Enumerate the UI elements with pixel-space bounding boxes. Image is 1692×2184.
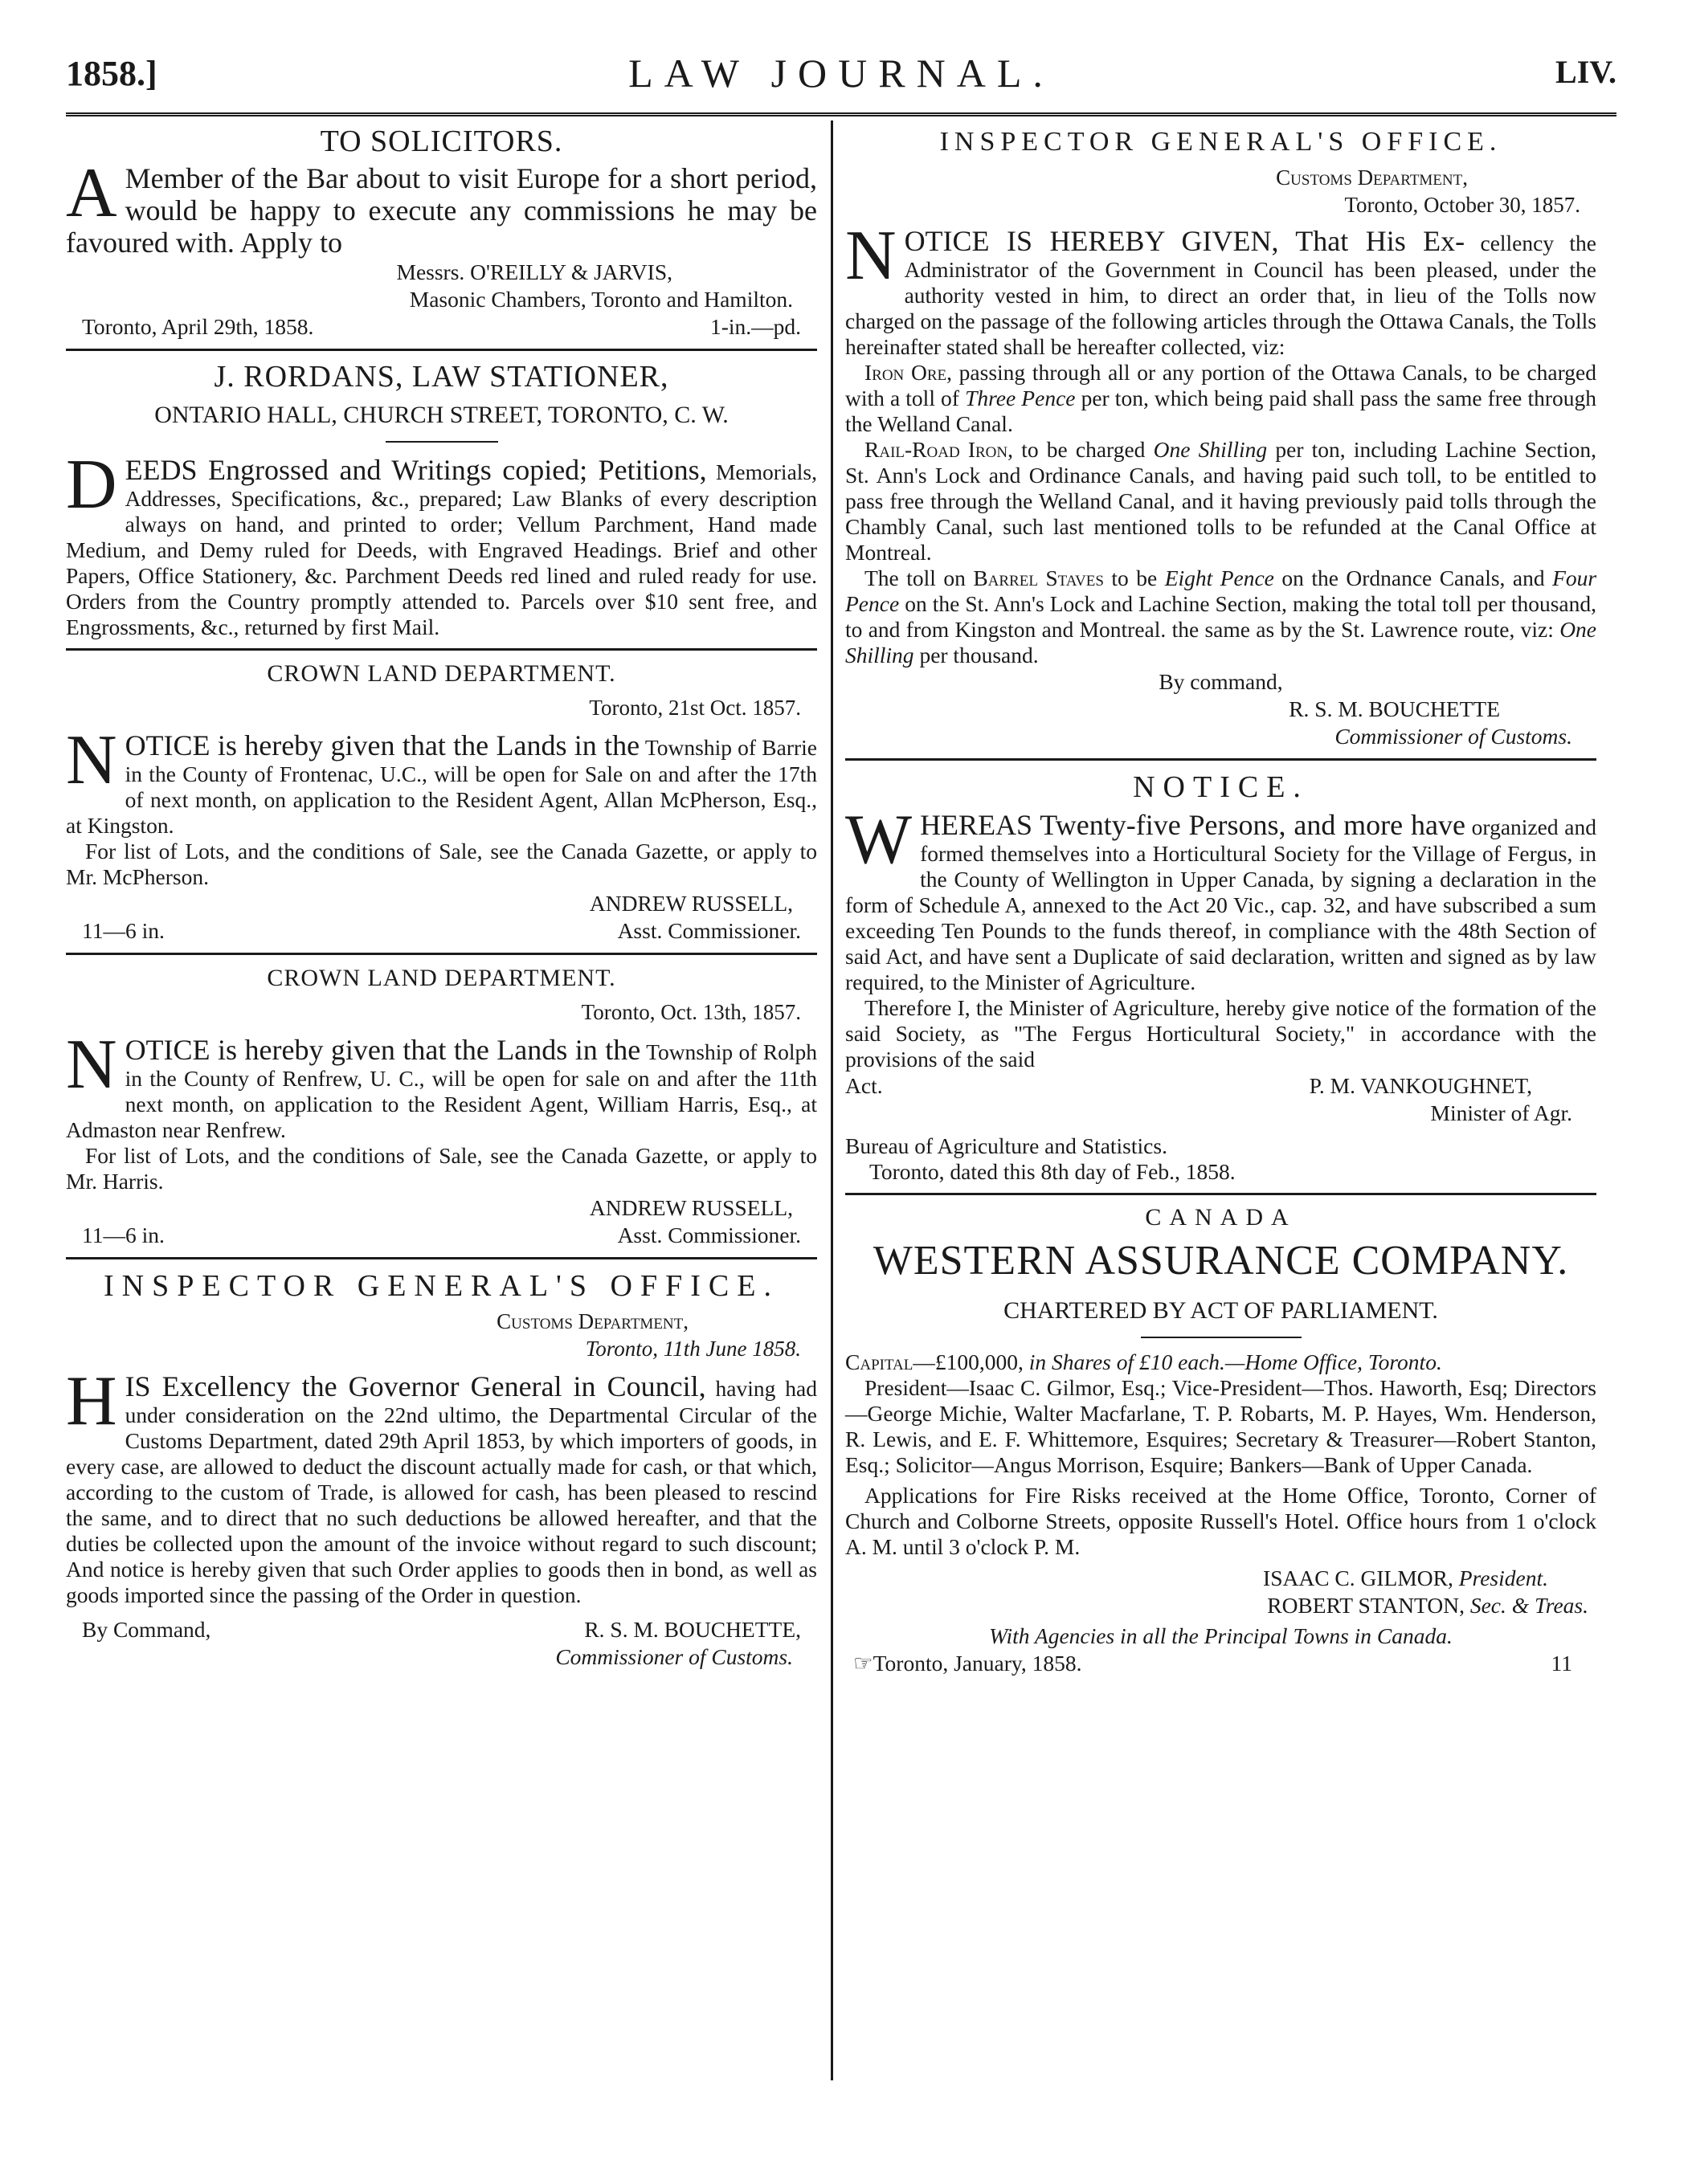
notice-date: Toronto, October 30, 1857. <box>1344 193 1580 217</box>
ad-date: Toronto, April 29th, 1858. <box>82 314 314 339</box>
insertion-ref: 11—6 in. <box>82 918 165 943</box>
ref-row <box>66 917 817 945</box>
signer-2 <box>845 1592 1596 1619</box>
toll-railroad-iron <box>845 437 1596 565</box>
ad-title: J. RORDANS, LAW STATIONER, <box>214 360 669 394</box>
by-command: By command, <box>1159 669 1283 694</box>
notice-text-2: Therefore I, the Minister of Agriculture, hereby give notice of the formation of the said Society, as "The Fergus Horticultural Society," in accordance with the provisions of the said <box>845 995 1596 1072</box>
signer-role: Sec. & Treas. <box>1469 1593 1588 1618</box>
notice-body <box>66 1026 817 1194</box>
signer-role: Commissioner of Customs. <box>1334 724 1572 749</box>
ad-body <box>66 446 817 640</box>
ad-text: Member of the Bar about to visit Europe for a short period, would be happy to execute any commissions he may be favoured with. Apply to <box>66 162 817 259</box>
horticultural-notice <box>845 767 1596 1185</box>
notice-text: Township of Rolph in the County of Renfrew, U. C., will be open for sale on and after the 11th next month, on application to the Resident Agent, William Harris, Esq., at Admaston near Renfrew. <box>66 1039 817 1142</box>
act-row <box>845 1072 1596 1100</box>
inspector-general-notice-left <box>66 1266 817 1671</box>
notice-body <box>66 1362 817 1608</box>
item-text: to be charged <box>1021 437 1146 462</box>
by-command: By Command, <box>82 1617 211 1642</box>
toll-amount: Four Pence <box>845 565 1597 616</box>
toll-barrel-staves <box>845 565 1596 668</box>
crown-land-notice-2 <box>66 961 817 1249</box>
western-assurance-ad <box>845 1202 1596 1677</box>
notice-date: Toronto, 21st Oct. 1857. <box>589 696 801 720</box>
signer: ANDREW RUSSELL, <box>589 1195 793 1220</box>
notice-dept: Customs Department, <box>497 1309 689 1333</box>
drop-cap: D <box>66 446 117 524</box>
notice-date: Toronto, 11th June 1858. <box>585 1337 801 1361</box>
ad-title: WESTERN ASSURANCE COMPANY. <box>873 1238 1569 1284</box>
ad-rordans <box>66 357 817 640</box>
notice-text-2: For list of Lots, and the conditions of Sale, see the Canada Gazette, or apply to Mr. McPherson. <box>66 839 817 889</box>
signer-role: Minister of Agr. <box>1430 1100 1572 1125</box>
item-text-end: per ton, including Lachine Section, St. Ann's Lock and Ordinance Canals, and having paid such toll, to be entitled to pass free through the Welland Canal, and it having previously paid tolls through the Chambly Canal, such last mentioned tolls to be refunded at the Canal Office at Montreal. <box>845 437 1597 565</box>
page-header <box>66 50 1616 114</box>
short-rule <box>1141 1337 1302 1338</box>
item-text: on the Ordnance Canals, and <box>1281 565 1545 590</box>
toll-iron-ore <box>845 360 1596 437</box>
item-label: Iron Ore, <box>864 360 952 385</box>
signer: R. S. M. BOUCHETTE, <box>584 1617 801 1642</box>
signer-role: Asst. Commissioner. <box>617 918 801 943</box>
toll-amount: One Shilling <box>845 617 1597 667</box>
toll-amount: Eight Pence <box>1164 565 1274 590</box>
date-row <box>66 313 817 341</box>
signer-name: ISAAC C. GILMOR, <box>1263 1566 1453 1590</box>
lead-text: OTICE is hereby given that the Lands in the <box>125 1034 641 1066</box>
drop-cap: N <box>66 721 117 799</box>
ad-chartered: CHARTERED BY ACT OF PARLIAMENT. <box>1003 1297 1438 1324</box>
section-rule <box>845 1193 1596 1195</box>
section-rule <box>66 648 817 651</box>
notice-dept: Customs Department, <box>1276 165 1468 190</box>
section-rule <box>66 1257 817 1259</box>
left-column <box>66 120 817 1671</box>
signer-role: President. <box>1458 1566 1548 1590</box>
officers-text: President—Isaac C. Gilmor, Esq.; Vice-President—Thos. Haworth, Esq; Directors—George Michie, Walter Macfarlane, T. P. Robarts, M. P. Hayes, Wm. Henderson, R. Lewis, and E. F. Whittemore, Esquires; Secretary & Treasurer—Robert Stanton, Esq.; Solicitor—Angus Morrison, Esquire; Bankers—Bank of Upper Canada. <box>845 1375 1596 1477</box>
capital-text: in Shares of £10 each.—Home Office, Toronto. <box>1028 1349 1442 1374</box>
item-text: on the St. Ann's Lock and Lachine Section, making the total toll per thousand, to and from Kingston and Montreal. the same as by the St. Lawrence route, viz: <box>845 591 1597 642</box>
signer-name: ROBERT STANTON, <box>1267 1593 1465 1618</box>
drop-cap: H <box>66 1362 117 1440</box>
ad-to-solicitors <box>66 122 817 341</box>
signer: R. S. M. BOUCHETTE <box>1289 696 1500 721</box>
insertion-ref: 1-in.—pd. <box>709 314 801 339</box>
lead-text: OTICE is hereby given that the Lands in the <box>125 729 640 761</box>
footer-row <box>845 1650 1596 1677</box>
address: Masonic Chambers, Toronto and Hamilton. <box>409 287 793 312</box>
footer-number: 11 <box>1551 1651 1572 1676</box>
section-rule <box>66 953 817 955</box>
item-text-end: per thousand. <box>919 643 1039 667</box>
lead-text: HEREAS Twenty-five Persons, and more have <box>920 809 1465 841</box>
drop-cap: W <box>845 801 913 879</box>
ad-subtitle: ONTARIO HALL, CHURCH STREET, TORONTO, C. W. <box>154 402 729 428</box>
notice-title: NOTICE. <box>1133 770 1309 804</box>
toll-amount: One Shilling <box>1153 437 1268 462</box>
crown-land-notice-1 <box>66 657 817 945</box>
item-label: Rail-Road Iron, <box>864 437 1013 462</box>
notice-date: Toronto, dated this 8th day of Feb., 1858. <box>869 1159 1236 1184</box>
journal-title: LAW JOURNAL. <box>628 51 1054 96</box>
item-text: to be <box>1111 565 1158 590</box>
ad-capital <box>845 1349 1596 1375</box>
ref-row <box>66 1222 817 1249</box>
bureau: Bureau of Agriculture and Statistics. <box>845 1133 1167 1158</box>
lead-text: OTICE IS HEREBY GIVEN, That His Ex- <box>904 225 1465 257</box>
signer-role: Asst. Commissioner. <box>617 1223 801 1247</box>
signer-1 <box>845 1565 1596 1592</box>
ad-title: TO SOLICITORS. <box>320 125 563 158</box>
section-rule <box>845 758 1596 761</box>
page-year: 1858.] <box>66 54 157 93</box>
notice-date: Toronto, Oct. 13th, 1857. <box>581 1000 801 1024</box>
section-rule <box>66 349 817 351</box>
notice-title: INSPECTOR GENERAL'S OFFICE. <box>939 127 1502 157</box>
drop-cap: N <box>66 1026 117 1104</box>
signer: ANDREW RUSSELL, <box>589 891 793 916</box>
column-divider <box>831 120 833 2080</box>
signer: P. M. VANKOUGHNET, <box>1309 1073 1532 1098</box>
item-text: passing through all or any portion of the Ottawa Canals, to be charged with a toll of <box>845 360 1596 410</box>
right-column <box>845 120 1596 1677</box>
notice-text: cellency the Administrator of the Government in Council has been pleased, under the authority vested in him, to direct an order that, in lieu of the Tolls now charged on the passage of the following articles through the Ottawa Canals, the Tolls hereinafter stated shall be hereafter collected, viz: <box>845 231 1597 359</box>
agencies: With Agencies in all the Principal Towns in Canada. <box>989 1623 1453 1648</box>
footer-date: ☞Toronto, January, 1858. <box>853 1651 1082 1676</box>
notice-text-2: For list of Lots, and the conditions of Sale, see the Canada Gazette, or apply to Mr. Harris. <box>66 1143 817 1194</box>
notice-body <box>845 801 1597 1072</box>
ad-nation: CANADA <box>1145 1204 1297 1231</box>
lead-text: EEDS Engrossed and Writings copied; Petitions, <box>125 454 707 486</box>
item-text-end: per ton, which being paid shall pass the same free through the Welland Canal. <box>845 386 1597 436</box>
page-number: LIV. <box>1555 54 1616 90</box>
applications-text: Applications for Fire Risks received at the Home Office, Toronto, Corner of Church and Colborne Streets, opposite Russell's Hotel. Office hours from 1 o'clock A. M. until 3 o'clock P. M. <box>845 1483 1596 1559</box>
ad-body <box>66 154 817 259</box>
notice-text: organized and formed themselves into a Horticultural Society for the Village of Fergus, in the County of Wellington in Upper Canada, by signing a declaration in the form of Schedule A, annexed to the Act 20 Vic., cap. 32, and have subscribed a sum exceeding Ten Pounds to the funds thereof, in compliance with the 48th Section of said Act, and have sent a Duplicate of said declaration, written and signed as by law required, to the Minister of Agriculture. <box>845 814 1597 994</box>
ad-text: Memorials, Addresses, Specifications, &c., prepared; Law Blanks of every description always on hand, and printed to order; Vellum Parchment, Hand made Medium, and Demy ruled for Deeds, with Engraved Headings. Brief and other Papers, Office Stationery, &c. Parchment Deeds red lined and ruled ready for use. Orders from the Country promptly attended to. Parcels over $10 sent free, and Engrossments, &c., returned by first Mail. <box>66 459 817 639</box>
ad-applications <box>845 1483 1596 1560</box>
drop-cap: A <box>66 154 117 232</box>
short-rule <box>386 441 498 443</box>
item-label: Barrel Staves <box>973 565 1104 590</box>
ad-officers <box>845 1375 1596 1478</box>
toll-amount: Three Pence <box>965 386 1076 410</box>
notice-body <box>845 217 1597 668</box>
signer-role: Commissioner of Customs. <box>555 1644 793 1669</box>
addressee: Messrs. O'REILLY & JARVIS, <box>396 259 672 284</box>
insertion-ref: 11—6 in. <box>82 1223 165 1247</box>
notice-text: Township of Barrie in the County of Frontenac, U.C., will be open for Sale on and after the 17th of next month, on application to the Resident Agent, Allan McPherson, Esq., at Kingston. <box>66 735 818 838</box>
notice-title: CROWN LAND DEPARTMENT. <box>267 660 616 687</box>
capital-label: Capital—£100,000, <box>845 1349 1024 1374</box>
notice-text: having had under consideration on the 22nd ultimo, the Departmental Circular of the Customs Department, dated 29th April 1853, by which importers of goods, in every case, are allowed to deduct the discount actually made for cash, or that which, according to the custom of Trade, is allowed for cash, has been pleased to rescind the same, and to direct that no such deductions be allowed hereafter, and that the duties be collected upon the amount of the invoice without regard to such discount; And notice is hereby given that such Order applies to goods then in bond, as well as goods imported since the passing of the Order in question. <box>66 1376 817 1607</box>
item-text: The toll on <box>864 565 966 590</box>
lead-text: IS Excellency the Governor General in Council, <box>125 1370 706 1402</box>
command-row <box>66 1616 817 1643</box>
notice-body <box>66 721 818 890</box>
header-rule <box>66 112 1616 116</box>
drop-cap: N <box>845 217 897 295</box>
notice-title: CROWN LAND DEPARTMENT. <box>267 965 616 991</box>
notice-title: INSPECTOR GENERAL'S OFFICE. <box>104 1269 779 1303</box>
act-label: Act. <box>845 1073 883 1098</box>
inspector-general-notice-right <box>845 122 1596 750</box>
